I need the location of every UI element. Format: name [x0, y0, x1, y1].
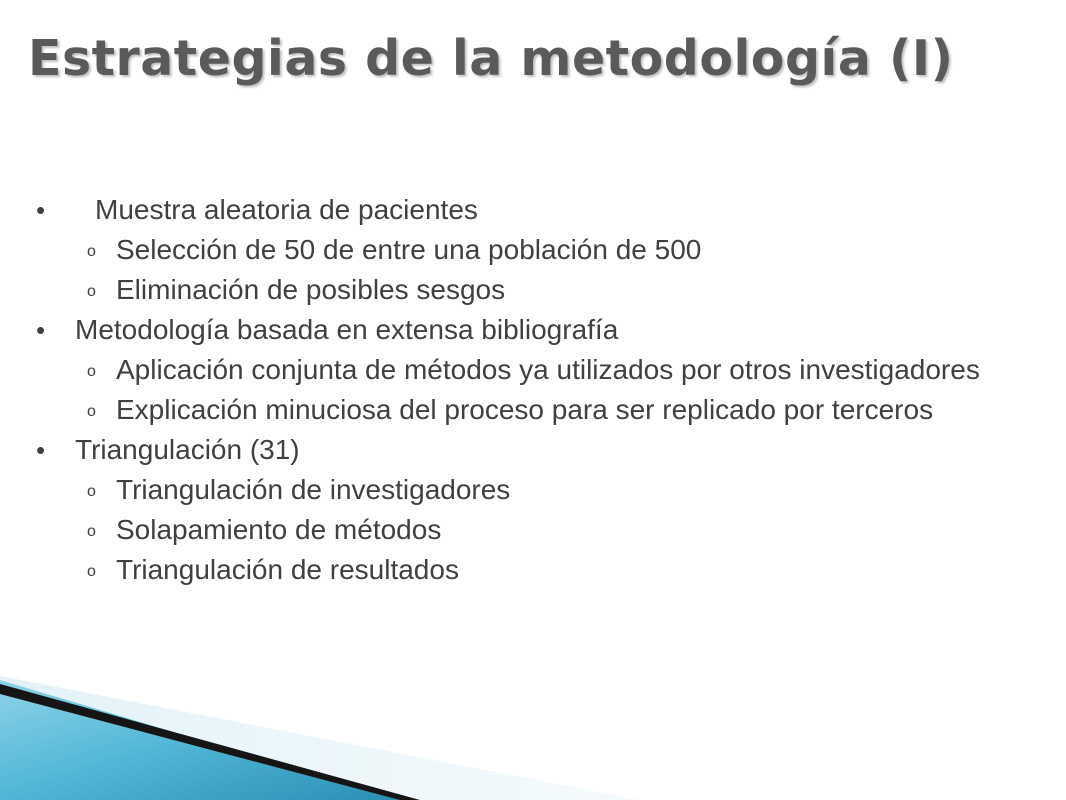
- sub-list: [75, 350, 1046, 430]
- sub-list-item-text: Triangulación de resultados: [116, 554, 459, 585]
- sub-bullet-icon: o: [87, 283, 96, 300]
- bullet-list: [36, 190, 1046, 590]
- sub-list-item: [36, 270, 1046, 310]
- sub-list-item: [36, 230, 1046, 270]
- sub-list-item-text: Solapamiento de métodos: [116, 514, 442, 545]
- bullet-icon: •: [36, 195, 46, 225]
- sub-list-item-text: Explicación minuciosa del proceso para ser replicado por terceros: [116, 394, 934, 425]
- sub-bullet-icon: o: [87, 243, 96, 260]
- list-item: [36, 310, 1046, 430]
- teal-stripe: [0, 680, 400, 800]
- sub-list-item-text: Selección de 50 de entre una población de 500: [116, 234, 702, 265]
- list-item-text: Metodología basada en extensa bibliografía: [75, 314, 619, 345]
- bullet-icon: •: [36, 435, 46, 465]
- sub-list-item: [36, 510, 1046, 550]
- light-stripe: [0, 676, 640, 800]
- sub-bullet-icon: o: [87, 523, 96, 540]
- sub-bullet-icon: o: [87, 403, 96, 420]
- dark-stripe: [0, 684, 420, 800]
- sub-list-item: [36, 350, 1046, 390]
- sub-bullet-icon: o: [87, 363, 96, 380]
- sub-bullet-icon: o: [87, 563, 96, 580]
- sub-list-item: [36, 470, 1046, 510]
- bullet-icon: •: [36, 315, 46, 345]
- list-item-text: Muestra aleatoria de pacientes: [95, 194, 478, 225]
- sub-list-item: [36, 550, 1046, 590]
- sub-list-item-text: Aplicación conjunta de métodos ya utilizados por otros investigadores: [116, 354, 980, 385]
- sub-list: [75, 230, 1046, 310]
- list-item: [36, 430, 1046, 590]
- sub-bullet-icon: o: [87, 483, 96, 500]
- sub-list: [75, 470, 1046, 590]
- sub-list-item-text: Triangulación de investigadores: [116, 474, 511, 505]
- list-item: [36, 190, 1046, 310]
- slide-title: Estrategias de la metodología (I): [28, 30, 954, 87]
- list-item-text: Triangulación (31): [75, 434, 300, 465]
- sub-list-item: [36, 390, 1046, 430]
- sub-list-item-text: Eliminación de posibles sesgos: [116, 274, 506, 305]
